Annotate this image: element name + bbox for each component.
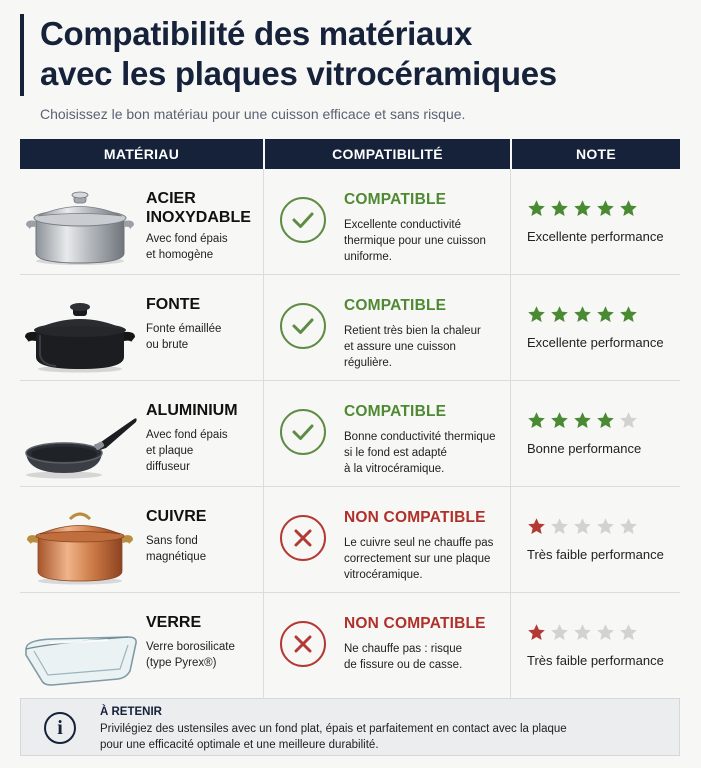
star-rating xyxy=(527,517,638,536)
material-cell xyxy=(20,381,263,486)
compatibility-desc-line: si le fond est adapté xyxy=(344,447,447,459)
compatibility-desc-line: Bonne conductivité thermique xyxy=(344,431,496,443)
rating-label: Excellente performance xyxy=(527,335,664,350)
material-desc-line: et plaque xyxy=(146,445,194,457)
compatibility-description xyxy=(344,217,504,265)
key-takeaway-text xyxy=(100,721,660,753)
material-description xyxy=(146,533,256,565)
star-icon xyxy=(550,517,569,536)
star-icon xyxy=(573,411,592,430)
compatibility-desc-line: et assure une cuisson xyxy=(344,341,456,353)
compatibility-desc-line: de fissure ou de casse. xyxy=(344,659,463,671)
note-cell xyxy=(510,487,680,592)
material-description xyxy=(146,231,256,263)
material-description xyxy=(146,639,256,671)
page-subtitle: Choisissez le bon matériau pour une cuisson efficace et sans risque. xyxy=(40,106,466,122)
material-name-line: ACIER xyxy=(146,190,196,207)
column-header-compatibilite: COMPATIBILITÉ xyxy=(263,139,510,169)
compatibility-desc-line: correctement sur une plaque xyxy=(344,553,491,565)
material-desc-line: ou brute xyxy=(146,339,189,351)
key-takeaway-title: À RETENIR xyxy=(100,706,162,718)
compatibility-description xyxy=(344,641,504,673)
material-desc-line: et homogène xyxy=(146,249,214,261)
compatibility-cell xyxy=(263,275,510,380)
rating-label: Très faible performance xyxy=(527,653,664,668)
compatibility-description xyxy=(344,535,504,583)
star-icon xyxy=(596,411,615,430)
star-icon xyxy=(619,305,638,324)
cross-icon xyxy=(280,515,326,561)
star-icon xyxy=(550,199,569,218)
column-header-note: NOTE xyxy=(510,139,680,169)
material-desc-line: diffuseur xyxy=(146,461,190,473)
compatibility-status: NON COMPATIBLE xyxy=(344,615,486,632)
material-desc-line: Avec fond épais xyxy=(146,233,228,245)
compatibility-status: COMPATIBLE xyxy=(344,403,447,420)
star-icon xyxy=(573,517,592,536)
note-cell xyxy=(510,381,680,486)
compatibility-status: NON COMPATIBLE xyxy=(344,509,486,526)
glass-baking-dish-icon xyxy=(22,613,138,693)
star-icon xyxy=(619,517,638,536)
compatibility-cell xyxy=(263,381,510,486)
star-icon xyxy=(573,305,592,324)
star-icon xyxy=(596,623,615,642)
cast-iron-dutch-oven-icon xyxy=(22,295,138,375)
star-icon xyxy=(619,199,638,218)
material-cell xyxy=(20,275,263,380)
material-name xyxy=(146,401,261,420)
material-name xyxy=(146,507,261,526)
compatibility-desc-line: vitrocéramique. xyxy=(344,569,423,581)
star-icon xyxy=(527,199,546,218)
material-name-line: CUIVRE xyxy=(146,508,207,525)
compatibility-desc-line: à la vitrocéramique. xyxy=(344,463,445,475)
compatibility-cell xyxy=(263,487,510,592)
star-icon xyxy=(596,517,615,536)
material-name-line: FONTE xyxy=(146,296,201,313)
star-rating xyxy=(527,199,638,218)
table-header xyxy=(20,139,680,169)
cross-icon xyxy=(280,621,326,667)
material-name xyxy=(146,295,261,314)
material-name-line: ALUMINIUM xyxy=(146,402,238,419)
star-icon xyxy=(527,305,546,324)
key-takeaway-line: pour une efficacité optimale et une meilleure durabilité. xyxy=(100,739,379,751)
star-icon xyxy=(550,305,569,324)
compatibility-description xyxy=(344,323,504,371)
page-title-line-2: avec les plaques vitrocéramiques xyxy=(40,55,557,92)
star-icon xyxy=(550,623,569,642)
material-name xyxy=(146,189,261,227)
star-icon xyxy=(550,411,569,430)
star-icon xyxy=(619,411,638,430)
table-row xyxy=(20,275,680,381)
info-icon: i xyxy=(44,712,76,744)
compatibility-description xyxy=(344,429,504,477)
star-icon xyxy=(527,517,546,536)
material-name-line: INOXYDABLE xyxy=(146,209,251,226)
material-desc-line: Fonte émaillée xyxy=(146,323,222,335)
compatibility-cell xyxy=(263,169,510,274)
page-title-line-1: Compatibilité des matériaux xyxy=(40,15,473,52)
title-block xyxy=(20,14,680,96)
check-icon xyxy=(280,303,326,349)
compatibility-status: COMPATIBLE xyxy=(344,297,447,314)
note-cell xyxy=(510,275,680,380)
material-description xyxy=(146,321,256,353)
material-desc-line: Avec fond épais xyxy=(146,429,228,441)
star-icon xyxy=(527,411,546,430)
star-icon xyxy=(573,199,592,218)
compatibility-status: COMPATIBLE xyxy=(344,191,447,208)
star-icon xyxy=(527,623,546,642)
compatibility-desc-line: uniforme. xyxy=(344,251,392,263)
material-cell xyxy=(20,593,263,698)
note-cell xyxy=(510,169,680,274)
rating-label: Très faible performance xyxy=(527,547,664,562)
star-icon xyxy=(619,623,638,642)
material-cell xyxy=(20,487,263,592)
note-cell xyxy=(510,593,680,698)
compatibility-desc-line: régulière. xyxy=(344,357,392,369)
table-row xyxy=(20,593,680,699)
compatibility-desc-line: Retient très bien la chaleur xyxy=(344,325,481,337)
star-rating xyxy=(527,305,638,324)
compatibility-table xyxy=(20,139,680,699)
material-desc-line: magnétique xyxy=(146,551,207,563)
rating-label: Excellente performance xyxy=(527,229,664,244)
table-row xyxy=(20,487,680,593)
check-icon xyxy=(280,409,326,455)
material-description xyxy=(146,427,256,475)
check-icon xyxy=(280,197,326,243)
compatibility-desc-line: Le cuivre seul ne chauffe pas xyxy=(344,537,494,549)
table-row xyxy=(20,381,680,487)
star-icon xyxy=(596,305,615,324)
material-cell xyxy=(20,169,263,274)
material-name-line: VERRE xyxy=(146,614,202,631)
stainless-steel-pot-icon xyxy=(22,189,138,269)
star-icon xyxy=(573,623,592,642)
table-row xyxy=(20,169,680,275)
star-rating xyxy=(527,411,638,430)
material-name xyxy=(146,613,261,632)
material-desc-line: Verre borosilicate xyxy=(146,641,235,653)
copper-pot-icon xyxy=(22,507,138,587)
compatibility-desc-line: thermique pour une cuisson xyxy=(344,235,486,247)
compatibility-desc-line: Ne chauffe pas : risque xyxy=(344,643,463,655)
star-icon xyxy=(596,199,615,218)
key-takeaway-line: Privilégiez des ustensiles avec un fond plat, épais et parfaitement en contact avec la plaque xyxy=(100,723,567,735)
key-takeaway-box xyxy=(20,698,680,756)
compatibility-cell xyxy=(263,593,510,698)
star-rating xyxy=(527,623,638,642)
column-header-materiau: MATÉRIAU xyxy=(103,146,180,162)
rating-label: Bonne performance xyxy=(527,441,642,456)
material-desc-line: Sans fond xyxy=(146,535,198,547)
aluminium-frying-pan-icon xyxy=(22,401,138,481)
material-desc-line: (type Pyrex®) xyxy=(146,657,217,669)
compatibility-desc-line: Excellente conductivité xyxy=(344,219,461,231)
